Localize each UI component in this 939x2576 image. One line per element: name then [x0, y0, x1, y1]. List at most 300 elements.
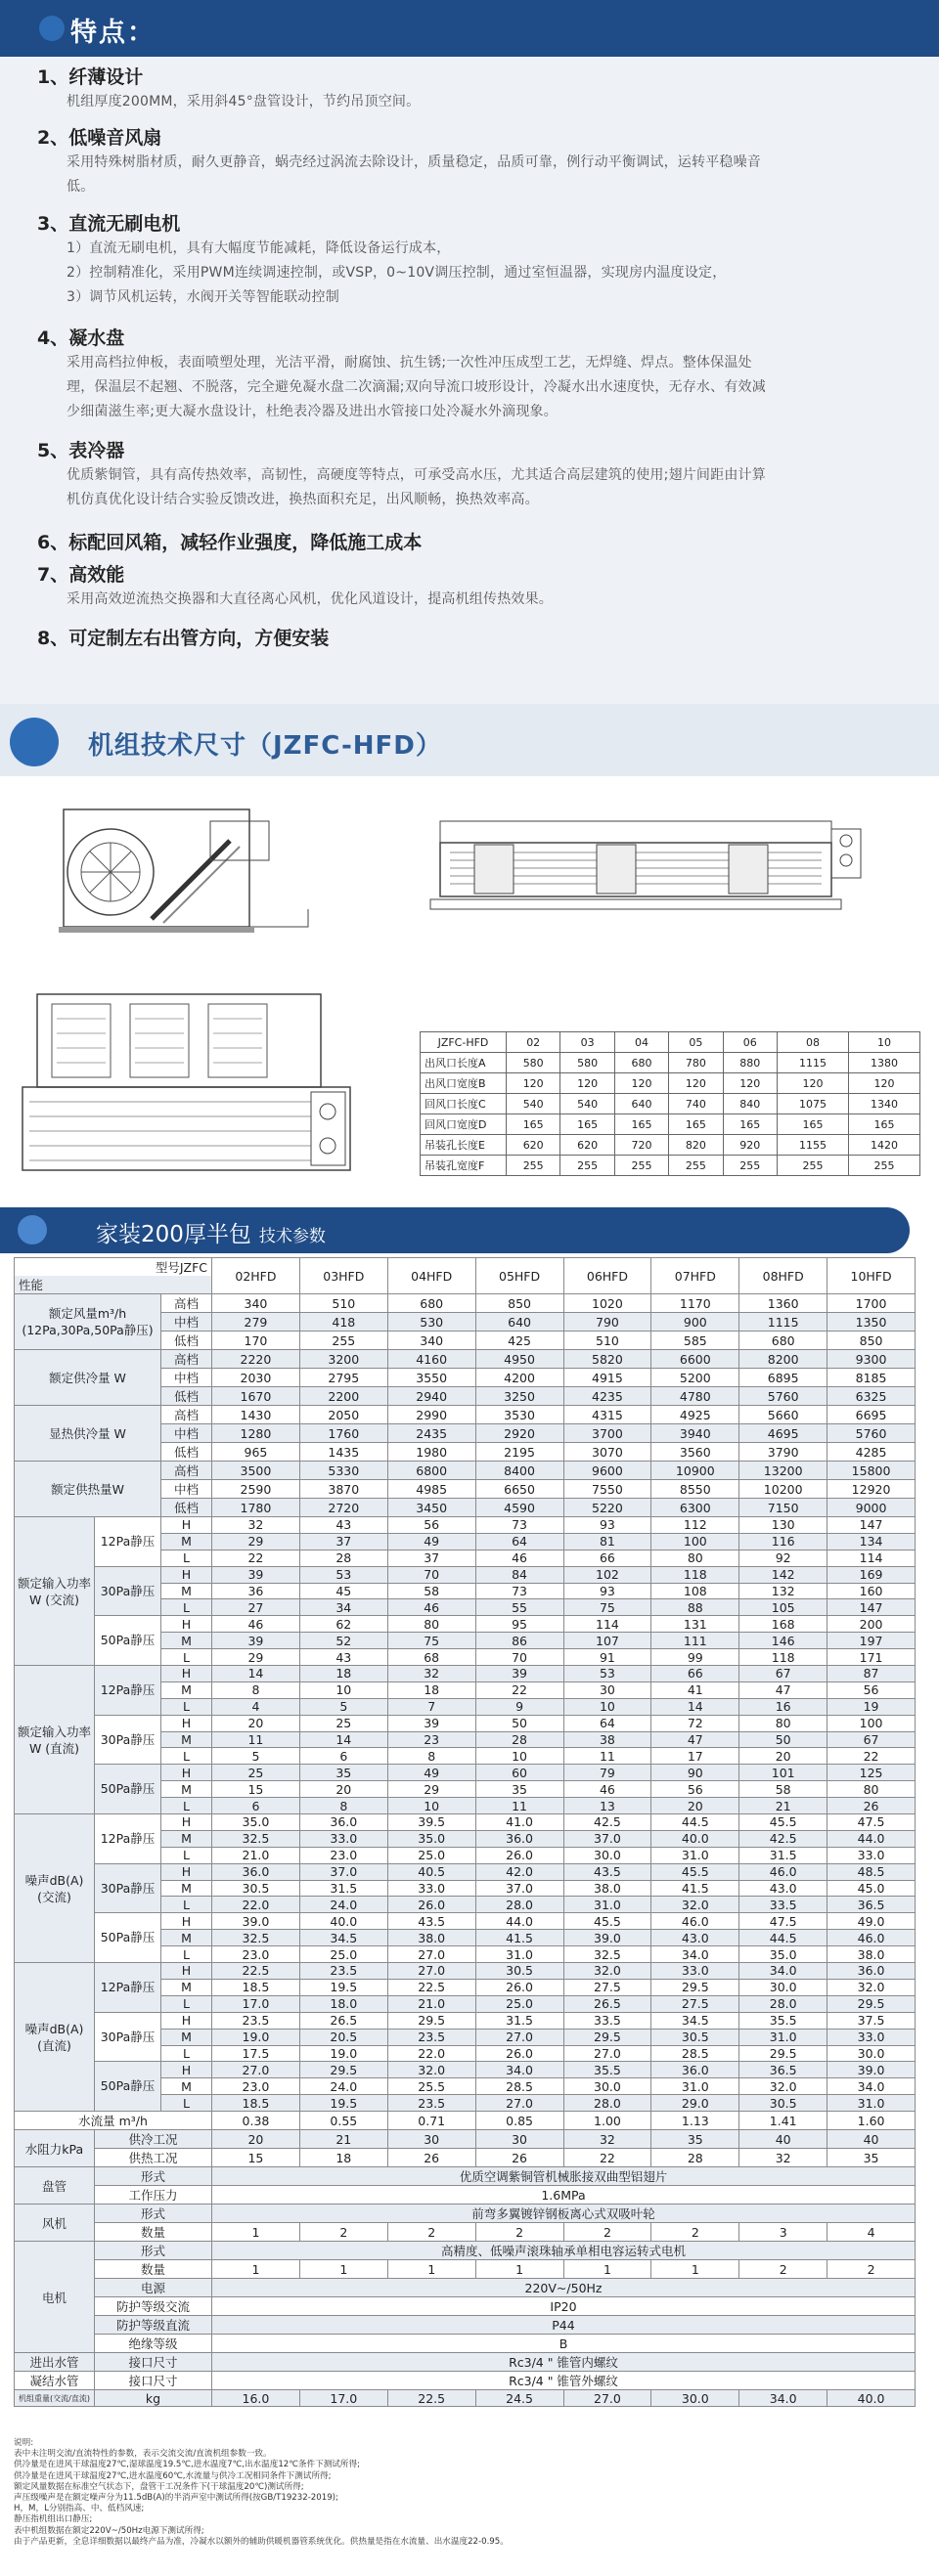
table-row	[15, 1616, 916, 1633]
table-cell: 80	[827, 1781, 916, 1798]
row-label: 额定输入功率W (直流)	[15, 1666, 95, 1814]
row-sublabel: H	[161, 1616, 212, 1633]
table-cell: 34.0	[475, 2062, 563, 2078]
note-line: 静压指机组出口静压;	[14, 2514, 93, 2525]
table-cell: 10	[848, 1032, 919, 1053]
table-cell: 5330	[299, 1462, 387, 1480]
table-row	[15, 1666, 916, 1682]
table-cell: 116	[739, 1533, 827, 1550]
table-cell: 29	[212, 1649, 300, 1666]
table-cell: 1350	[827, 1313, 916, 1332]
note-line: 声压级噪声是在额定噪声分为11.5dB(A)的半消声室中测试所得(按GB/T19232-2019);	[14, 2493, 338, 2504]
table-cell: 1430	[212, 1406, 300, 1424]
table-cell: 46	[212, 1616, 300, 1633]
table-cell: B	[212, 2335, 916, 2353]
table-cell: 3790	[739, 1443, 827, 1462]
table-cell: 87	[827, 1666, 916, 1682]
table-cell: 2795	[299, 1369, 387, 1387]
table-cell: 45.5	[563, 1913, 651, 1930]
table-cell: 1	[651, 2260, 739, 2279]
table-cell: 56	[827, 1681, 916, 1698]
table-cell: 20	[299, 1781, 387, 1798]
table-row	[15, 2149, 916, 2167]
table-cell: 850	[475, 1294, 563, 1313]
table-cell: 107	[563, 1633, 651, 1649]
feature-text: 采用特殊树脂材质，耐久更静音，蜗壳经过涡流去除设计，质量稳定，品质可靠，例行动平衡调试，运转平稳噪音	[67, 154, 761, 170]
table-cell: 27.0	[475, 2095, 563, 2112]
table-cell: 15800	[827, 1462, 916, 1480]
table-cell: 28	[475, 1731, 563, 1748]
table-cell: 132	[739, 1583, 827, 1599]
table-cell: 22	[827, 1748, 916, 1765]
table-cell: 88	[651, 1599, 739, 1616]
table-cell: 37	[299, 1533, 387, 1550]
table-cell: 43	[299, 1517, 387, 1534]
table-row	[15, 1294, 916, 1313]
row-label: 水流量 m³/h	[15, 2112, 212, 2130]
row-sublabel: 低档	[161, 1443, 212, 1462]
feature-7	[37, 562, 917, 612]
feature-3	[37, 211, 917, 310]
table-cell: 16	[739, 1698, 827, 1715]
table-row	[15, 1715, 916, 1731]
unit-front-view-drawing	[421, 811, 880, 924]
row-sublabel: 高档	[161, 1294, 212, 1313]
table-cell: 40.0	[299, 1913, 387, 1930]
table-cell: 170	[212, 1332, 300, 1350]
table-row	[15, 2316, 916, 2335]
table-cell: 72	[651, 1715, 739, 1731]
table-cell: 26.0	[387, 1897, 475, 1913]
row-sublabel: 供热工况	[95, 2149, 212, 2167]
table-cell: 18	[299, 2149, 387, 2167]
table-cell: 高精度、低噪声滚珠轴承单相电容运转式电机	[212, 2242, 916, 2260]
row-sublabel: L	[161, 1995, 212, 2012]
feature-title: 7、高效能	[37, 564, 125, 586]
table-cell: 35	[299, 1765, 387, 1781]
table-cell: 23.5	[299, 1963, 387, 1980]
table-cell: 8550	[651, 1480, 739, 1499]
table-cell: 6	[212, 1798, 300, 1814]
table-cell: 26	[387, 2149, 475, 2167]
table-cell: 22.0	[387, 2045, 475, 2062]
table-cell: 47	[651, 1731, 739, 1748]
table-cell: 640	[614, 1094, 668, 1114]
table-cell: 900	[651, 1313, 739, 1332]
table-cell: 5	[299, 1698, 387, 1715]
table-cell: 28.0	[739, 1995, 827, 2012]
table-cell: 66	[651, 1666, 739, 1682]
bullet-icon	[18, 1215, 47, 1244]
table-cell: 620	[507, 1135, 560, 1156]
table-cell: 45.0	[827, 1880, 916, 1897]
table-cell: 35.0	[212, 1814, 300, 1831]
feature-1	[37, 65, 917, 114]
table-cell: 31.0	[475, 1946, 563, 1963]
feature-text: 1）直流无刷电机，具有大幅度节能减耗，降低设备运行成本，	[67, 240, 451, 256]
row-label: 额定供冷量 W	[15, 1350, 161, 1406]
table-cell: 10	[299, 1681, 387, 1698]
table-cell: 25	[299, 1715, 387, 1731]
table-cell: 35	[827, 2149, 916, 2167]
row-sublabel: M	[161, 1533, 212, 1550]
row-sublabel: M	[161, 1880, 212, 1897]
table-cell: 33.0	[299, 1830, 387, 1847]
table-cell: 12920	[827, 1480, 916, 1499]
table-cell: 10	[387, 1798, 475, 1814]
table-cell: 30.5	[212, 1880, 300, 1897]
table-cell: 3560	[651, 1443, 739, 1462]
table-cell: 43.0	[739, 1880, 827, 1897]
unit-side-view-drawing	[54, 802, 367, 939]
table-cell: 92	[739, 1550, 827, 1566]
table-cell: 255	[299, 1332, 387, 1350]
table-cell: 165	[507, 1114, 560, 1135]
table-cell: 03	[560, 1032, 614, 1053]
table-cell: 37.0	[563, 1830, 651, 1847]
table-cell: 102	[563, 1566, 651, 1583]
table-cell: 43.5	[563, 1863, 651, 1880]
table-cell: 4200	[475, 1369, 563, 1387]
table-cell: 9300	[827, 1350, 916, 1369]
table-cell: 38	[563, 1731, 651, 1748]
table-cell: 29.5	[739, 2045, 827, 2062]
table-cell: 28	[651, 2149, 739, 2167]
table-cell: 7	[387, 1698, 475, 1715]
table-cell: 18	[387, 1681, 475, 1698]
table-cell: 55	[475, 1599, 563, 1616]
table-cell: 10	[475, 1748, 563, 1765]
table-cell: 11	[475, 1798, 563, 1814]
table-cell: 147	[827, 1599, 916, 1616]
table-cell: 200	[827, 1616, 916, 1633]
table-cell: 220V~/50Hz	[212, 2279, 916, 2297]
table-cell: 1.00	[563, 2112, 651, 2130]
table-cell: 680	[614, 1053, 668, 1073]
row-sublabel: 50Pa静压	[95, 1765, 161, 1814]
table-cell: 26.5	[299, 2012, 387, 2029]
table-cell: 44.5	[651, 1814, 739, 1831]
table-cell: 35	[475, 1781, 563, 1798]
table-cell: 14	[651, 1698, 739, 1715]
row-sublabel: 防护等级直流	[95, 2316, 212, 2335]
table-cell: Rc3/4 " 锥管内螺纹	[212, 2353, 916, 2372]
table-cell: 29.0	[651, 2095, 739, 2112]
table-cell: 1.41	[739, 2112, 827, 2130]
row-sublabel: 高档	[161, 1406, 212, 1424]
table-cell: 28.0	[475, 1897, 563, 1913]
note-line: 表中机组数据在额定220V~/50Hz电源下测试所得;	[14, 2525, 204, 2536]
table-cell: 33.0	[827, 1847, 916, 1863]
table-cell: 56	[651, 1781, 739, 1798]
table-cell: 26.0	[475, 2045, 563, 2062]
row-sublabel: L	[161, 1649, 212, 1666]
feature-5	[37, 438, 917, 512]
table-cell: 0.38	[212, 2112, 300, 2130]
table-cell: 5760	[827, 1424, 916, 1443]
table-cell: 28	[299, 1550, 387, 1566]
feature-text: 优质紫铜管，具有高传热效率，高韧性，高硬度等特点，可承受高水压，尤其适合高层建筑的使用;翅片间距由计算	[67, 467, 766, 483]
table-cell: 620	[560, 1135, 614, 1156]
table-cell: 3	[739, 2223, 827, 2242]
table-cell: 70	[387, 1566, 475, 1583]
table-cell: 26.0	[475, 1979, 563, 1995]
row-sublabel: H	[161, 1666, 212, 1682]
table-cell: 7150	[739, 1499, 827, 1517]
row-sublabel: M	[161, 1930, 212, 1946]
table-cell: 10	[563, 1698, 651, 1715]
table-cell: 28.0	[563, 2095, 651, 2112]
table-cell: 3700	[563, 1424, 651, 1443]
row-sublabel: 形式	[95, 2205, 212, 2223]
table-cell: 43	[299, 1649, 387, 1666]
table-row	[421, 1094, 920, 1114]
table-cell: 134	[827, 1533, 916, 1550]
table-cell: 32	[212, 1517, 300, 1534]
table-cell: 23.5	[387, 2095, 475, 2112]
table-cell: 35	[651, 2130, 739, 2149]
table-cell: 4780	[651, 1387, 739, 1406]
table-cell: 118	[651, 1566, 739, 1583]
table-cell: 43.0	[651, 1930, 739, 1946]
table-cell: 38.0	[387, 1930, 475, 1946]
table-cell: 114	[827, 1550, 916, 1566]
table-cell: 1420	[848, 1135, 919, 1156]
table-cell: 5200	[651, 1369, 739, 1387]
feature-text: 理，保温层不起翘、不脱落，完全避免凝水盘二次滴漏;双向导流口坡形设计，冷凝水出水速度快，无存水、有效减	[67, 379, 766, 395]
row-sublabel: M	[161, 1830, 212, 1847]
table-row	[15, 1963, 916, 1980]
table-cell: 22.5	[387, 1979, 475, 1995]
row-sublabel: H	[161, 2012, 212, 2029]
row-sublabel: 中档	[161, 1424, 212, 1443]
table-cell: 130	[739, 1517, 827, 1534]
table-cell: 168	[739, 1616, 827, 1633]
table-cell: 1340	[848, 1094, 919, 1114]
table-cell: 22	[212, 1550, 300, 1566]
table-cell: 34.5	[299, 1930, 387, 1946]
table-cell: 165	[848, 1114, 919, 1135]
table-row	[15, 1863, 916, 1880]
table-cell: 32.5	[212, 1930, 300, 1946]
bullet-icon	[39, 16, 65, 41]
table-cell: 1020	[563, 1294, 651, 1313]
table-cell: 2920	[475, 1424, 563, 1443]
table-row	[15, 2279, 916, 2297]
table-cell: 255	[723, 1156, 777, 1176]
feature-text: 机仿真优化设计结合实验反馈改进，换热面积充足，出风顺畅，换热效率高。	[67, 492, 539, 507]
feature-8	[37, 626, 917, 651]
table-row	[421, 1053, 920, 1073]
table-cell: 30.0	[563, 1847, 651, 1863]
note-line: 供冷量是在进风干球温度27℃,湿球温度19.5℃,进水温度7℃,出水温度12℃条件下测试所得;	[14, 2460, 360, 2470]
table-cell: 142	[739, 1566, 827, 1583]
table-cell: 31.5	[299, 1880, 387, 1897]
table-row	[421, 1073, 920, 1094]
table-row	[15, 1350, 916, 1369]
table-row	[15, 2130, 916, 2149]
feature-4	[37, 326, 917, 424]
note-line: H，M，L分别指高、中、低档风速;	[14, 2504, 145, 2514]
table-cell: 4695	[739, 1424, 827, 1443]
dimensions-table	[420, 1031, 920, 1176]
table-cell: 36.0	[651, 2062, 739, 2078]
table-cell: 131	[651, 1616, 739, 1633]
table-cell: 340	[387, 1332, 475, 1350]
table-cell: 8400	[475, 1462, 563, 1480]
table-cell: 720	[614, 1135, 668, 1156]
table-cell: 100	[651, 1533, 739, 1550]
table-cell: 580	[560, 1053, 614, 1073]
feature-title: 3、直流无刷电机	[37, 213, 181, 235]
table-cell: 29	[212, 1533, 300, 1550]
table-cell: 3200	[299, 1350, 387, 1369]
table-cell: 4985	[387, 1480, 475, 1499]
table-cell: 39.5	[387, 1814, 475, 1831]
table-cell: 62	[299, 1616, 387, 1633]
row-sublabel: L	[161, 1897, 212, 1913]
table-cell: 21.0	[212, 1847, 300, 1863]
table-cell: 05	[669, 1032, 723, 1053]
table-row	[15, 2223, 916, 2242]
table-cell: 66	[563, 1550, 651, 1566]
table-cell: 17.0	[299, 2390, 387, 2407]
table-cell: 147	[827, 1517, 916, 1534]
table-cell: 31.0	[651, 1847, 739, 1863]
table-cell: 41.0	[475, 1814, 563, 1831]
table-cell: 1	[299, 2260, 387, 2279]
table-cell: 31.5	[739, 1847, 827, 1863]
table-cell: 46.0	[651, 1913, 739, 1930]
table-cell: 17.5	[212, 2045, 300, 2062]
table-cell: 22	[475, 1681, 563, 1698]
row-sublabel: 数量	[95, 2260, 212, 2279]
table-cell: 80	[387, 1616, 475, 1633]
table-cell: 27.0	[475, 2029, 563, 2045]
table-cell: 44.5	[739, 1930, 827, 1946]
table-cell: 6695	[827, 1406, 916, 1424]
table-cell: 1380	[848, 1053, 919, 1073]
table-cell: 1700	[827, 1294, 916, 1313]
row-sublabel: H	[161, 1566, 212, 1583]
table-cell: 35.0	[739, 1946, 827, 1963]
table-row	[15, 1258, 916, 1277]
table-cell: 165	[614, 1114, 668, 1135]
table-cell: 36.5	[739, 2062, 827, 2078]
table-cell: 4950	[475, 1350, 563, 1369]
table-cell: 4915	[563, 1369, 651, 1387]
table-cell: 25.0	[387, 1847, 475, 1863]
table-cell: 279	[212, 1313, 300, 1332]
row-sublabel: H	[161, 1765, 212, 1781]
table-cell: 42.0	[475, 1863, 563, 1880]
row-sublabel: 绝缘等级	[95, 2335, 212, 2353]
table-cell: 30.0	[827, 2045, 916, 2062]
table-cell: 165	[669, 1114, 723, 1135]
table-cell: 45.5	[651, 1863, 739, 1880]
table-cell: 39.0	[827, 2062, 916, 2078]
table-cell: 1	[387, 2260, 475, 2279]
row-sublabel: 接口尺寸	[95, 2353, 212, 2372]
table-cell: 91	[563, 1649, 651, 1666]
dimensions-title: 机组技术尺寸（JZFC-HFD）	[88, 731, 442, 761]
note-line: 说明:	[14, 2438, 34, 2448]
table-cell: 33.0	[651, 1963, 739, 1980]
table-row	[15, 2186, 916, 2205]
table-cell: 38.0	[827, 1946, 916, 1963]
table-cell: 1.6MPa	[212, 2186, 916, 2205]
table-cell: 850	[827, 1332, 916, 1350]
table-cell: 9600	[563, 1462, 651, 1480]
table-cell: 26.5	[563, 1995, 651, 2012]
table-cell: 46	[387, 1599, 475, 1616]
table-cell: 37.0	[475, 1880, 563, 1897]
table-cell: 2	[651, 2223, 739, 2242]
table-cell: 20	[739, 1748, 827, 1765]
table-cell: 920	[723, 1135, 777, 1156]
table-cell: 46.0	[827, 1930, 916, 1946]
table-cell: 84	[475, 1566, 563, 1583]
row-sublabel: 防护等级交流	[95, 2297, 212, 2316]
feature-title: 8、可定制左右出管方向，方便安装	[37, 628, 330, 649]
table-cell: 27.0	[387, 1963, 475, 1980]
feature-title: 4、凝水盘	[37, 327, 125, 349]
table-cell: 43.5	[387, 1913, 475, 1930]
table-cell: 33.5	[739, 1897, 827, 1913]
table-cell: 1980	[387, 1443, 475, 1462]
table-cell: 23.5	[212, 2012, 300, 2029]
row-label: 水阻力kPa	[15, 2130, 95, 2167]
table-cell: 出风口长度A	[421, 1053, 507, 1073]
table-cell: 3500	[212, 1462, 300, 1480]
row-sublabel: 30Pa静压	[95, 1863, 161, 1913]
table-cell: 1280	[212, 1424, 300, 1443]
feature-text: 3）调节风机运转，水阀开关等智能联动控制	[67, 289, 339, 305]
table-cell: 255	[614, 1156, 668, 1176]
table-cell: 120	[560, 1073, 614, 1094]
table-cell: 34.0	[739, 2390, 827, 2407]
table-cell: 8200	[739, 1350, 827, 1369]
table-cell: 47	[739, 1681, 827, 1698]
dimensions-header-bar	[0, 704, 939, 776]
table-cell: 255	[848, 1156, 919, 1176]
table-cell: 6800	[387, 1462, 475, 1480]
table-cell: 08	[777, 1032, 848, 1053]
row-label: 额定风量m³/h (12Pa,30Pa,50Pa静压)	[15, 1294, 161, 1350]
table-cell: 1.60	[827, 2112, 916, 2130]
table-cell: 1	[212, 2223, 300, 2242]
table-cell: 64	[475, 1533, 563, 1550]
table-cell: 540	[560, 1094, 614, 1114]
feature-title: 2、低噪音风扇	[37, 127, 162, 149]
row-sublabel: 50Pa静压	[95, 2062, 161, 2112]
table-cell: 33.0	[387, 1880, 475, 1897]
table-cell: 165	[560, 1114, 614, 1135]
row-sublabel: M	[161, 1583, 212, 1599]
table-cell: 21	[739, 1798, 827, 1814]
table-cell: 4235	[563, 1387, 651, 1406]
table-cell: 35.0	[387, 1830, 475, 1847]
table-cell: 3870	[299, 1480, 387, 1499]
table-cell: 2	[299, 2223, 387, 2242]
table-cell: 79	[563, 1765, 651, 1781]
table-cell: 5820	[563, 1350, 651, 1369]
table-cell: 13200	[739, 1462, 827, 1480]
table-cell: 19.5	[299, 2095, 387, 2112]
table-cell: 37	[387, 1550, 475, 1566]
row-label: 额定供热量W	[15, 1462, 161, 1517]
row-sublabel: L	[161, 2045, 212, 2062]
